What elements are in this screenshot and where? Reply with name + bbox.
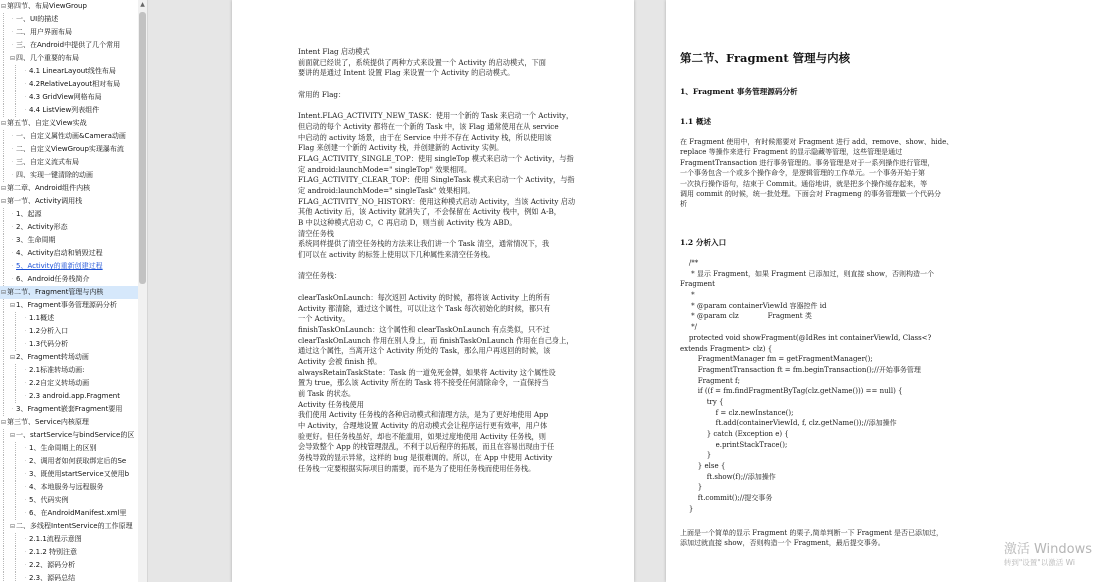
tree-guide-line xyxy=(3,143,4,156)
code-line: * @param clz Fragment 类 xyxy=(680,312,812,321)
tree-guide-line xyxy=(3,468,4,481)
tree-leaf-dot-icon: · xyxy=(24,458,27,465)
text-line: 调用 commit 的时候，统一批处理。下面会对 Fragmeng 的事务管理做一个代码分 xyxy=(680,189,941,198)
text-line: 常用的 Flag： xyxy=(298,89,346,99)
outline-item-label: 第一节、Activity调用栈 xyxy=(7,197,83,205)
text-line: 通过这个属性，当离开这个 Activity 所处的 Task，那么用户再返回的时候，该 xyxy=(298,346,551,356)
outline-item-label: 第二节、Fragment管理与内核 xyxy=(7,288,104,296)
heading-1: 1、Fragment 事务管理源码分析 xyxy=(680,87,798,96)
tree-guide-line xyxy=(15,494,16,507)
text-line: 定 android:launchMode=" singleTop" 效果相同。 xyxy=(298,164,472,174)
document-viewer xyxy=(148,0,1098,582)
outline-item[interactable] xyxy=(0,533,138,546)
outline-item-label: 2.3 android.app.Fragment xyxy=(29,392,120,400)
tree-guide-line xyxy=(3,546,4,559)
text-line: 中 Activity，合理地设置 Activity 的启动模式会让程序运行更有效率，用户体 xyxy=(298,421,548,431)
outline-item-label: 4.1 LinearLayout线性布局 xyxy=(29,67,116,75)
heading-1-2: 1.2 分析入口 xyxy=(680,238,727,247)
tree-leaf-dot-icon: · xyxy=(24,510,27,517)
outline-item[interactable] xyxy=(0,520,138,533)
text-line: 但启动的每个 Activity 都将在一个新的 Task 中，该 Flag 通常使用在从 service xyxy=(298,121,559,131)
text-line: 前面就已经说了，系统提供了两种方式来设置一个 Activity 的启动模式，下面 xyxy=(298,57,546,67)
tree-guide-line xyxy=(3,338,4,351)
text-line: Activity 任务栈使用 xyxy=(298,399,364,409)
outline-item-label: 一、startService与bindService的区 xyxy=(16,431,135,439)
tree-leaf-dot-icon: · xyxy=(24,328,27,335)
text-line: 清空任务栈 xyxy=(298,228,334,238)
outline-item[interactable] xyxy=(0,182,138,195)
collapse-toggle-icon[interactable]: ⊟ xyxy=(9,55,16,62)
tree-leaf-dot-icon: · xyxy=(24,562,27,569)
outline-item-label: 6、Android任务栈简介 xyxy=(16,275,90,283)
tree-leaf-dot-icon: · xyxy=(24,315,27,322)
code-line: /** xyxy=(680,259,699,267)
tree-guide-line xyxy=(3,364,4,377)
outline-item[interactable] xyxy=(0,403,138,416)
tree-leaf-dot-icon: · xyxy=(24,497,27,504)
text-line xyxy=(298,100,608,111)
outline-item-label: 第四节、布局ViewGroup xyxy=(7,2,87,10)
outline-item[interactable] xyxy=(0,494,138,507)
tree-leaf-dot-icon: · xyxy=(24,484,27,491)
text-line: 添加过就直接 show，否则构造一个 Fragment，最后提交事务。 xyxy=(680,539,885,548)
heading-1-1: 1.1 概述 xyxy=(680,117,712,126)
outline-item-label: 1、生命周期上的区别 xyxy=(29,444,97,452)
text-line: 任务栈一定要根据实际项目的需要，而不是为了使用任务栈而使用任务栈。 xyxy=(298,463,536,473)
tree-guide-line xyxy=(3,312,4,325)
tree-leaf-dot-icon: · xyxy=(11,16,14,23)
outline-item[interactable] xyxy=(0,208,138,221)
text-line: Intent Flag 启动模式 xyxy=(298,47,370,56)
tree-leaf-dot-icon: · xyxy=(24,393,27,400)
outline-item[interactable] xyxy=(0,429,138,442)
text-line: 定 android:launchMode=" singleTask" 效果相同。 xyxy=(298,185,475,195)
outline-item[interactable] xyxy=(0,442,138,455)
tree-guide-line xyxy=(3,429,4,442)
watermark-title: 激活 Windows xyxy=(1003,542,1092,557)
text-line: 前 Task 的状态。 xyxy=(298,389,356,398)
tree-guide-line xyxy=(3,169,4,182)
tree-guide-line xyxy=(3,403,4,416)
code-block xyxy=(680,258,934,515)
code-line: Fragment f; xyxy=(680,376,740,385)
code-line: FragmentTransaction ft = fm.beginTransaction();//开始事务管理 xyxy=(680,365,921,374)
text-line: alwaysRetainTaskState：Task 的一道免死金牌，如果将 Activity 这个属性设 xyxy=(298,367,556,377)
tree-leaf-dot-icon: · xyxy=(11,133,14,140)
text-line: 一次执行操作语句，结束于 Commit。通俗地讲，就是把多个操作缓存起来，等 xyxy=(680,179,928,188)
tree-guide-line xyxy=(3,26,4,39)
text-line: 们可以在 activity 的标签上使用以下几种属性来清空任务栈。 xyxy=(298,250,495,260)
text-line: Intent.FLAG_ACTIVITY_NEW_TASK：使用一个新的 Task 来启动一个 Activity， xyxy=(298,111,574,121)
outline-item-label: 第三节、Service内核原理 xyxy=(7,418,89,426)
tree-leaf-dot-icon: · xyxy=(11,211,14,218)
outline-item[interactable] xyxy=(0,351,138,364)
collapse-toggle-icon[interactable]: ⊟ xyxy=(0,198,7,205)
outline-item-label: 二、用户界面布局 xyxy=(16,28,72,36)
tree-guide-line xyxy=(3,260,4,273)
tree-guide-line xyxy=(3,13,4,26)
tree-leaf-dot-icon: · xyxy=(24,107,27,114)
outline-item[interactable] xyxy=(0,104,138,117)
tree-leaf-dot-icon: · xyxy=(24,68,27,75)
tree-leaf-dot-icon: · xyxy=(24,536,27,543)
tree-leaf-dot-icon: · xyxy=(11,276,14,283)
outline-item-label: 一、自定义属性动画&Camera动画 xyxy=(16,132,126,140)
tree-leaf-dot-icon: · xyxy=(24,81,27,88)
text-line: 一个事务包含一个或多个操作命令，是逻辑管理的工作单元。一个事务开始于第 xyxy=(680,169,925,178)
outline-item[interactable] xyxy=(0,52,138,65)
tree-guide-line xyxy=(3,351,4,364)
tree-guide-line xyxy=(15,104,16,117)
code-line: extends Fragment> clz) { xyxy=(680,344,773,353)
tree-guide-line xyxy=(3,156,4,169)
text-line: replace 等操作来进行 Fragment 的显示隐藏等管理，这些管理是通过 xyxy=(680,148,903,157)
text-line xyxy=(298,282,608,293)
tree-guide-line xyxy=(15,507,16,520)
tree-guide-line xyxy=(3,377,4,390)
tree-guide-line xyxy=(3,52,4,65)
outline-item-label: 2.3、源码总结 xyxy=(29,574,76,582)
outline-item[interactable] xyxy=(0,481,138,494)
outline-item[interactable] xyxy=(0,221,138,234)
tree-leaf-dot-icon: · xyxy=(11,146,14,153)
code-line: * xyxy=(680,291,695,300)
outline-item[interactable] xyxy=(0,156,138,169)
outline-item-label: 5、代码实例 xyxy=(29,496,69,504)
outline-item-label: 一、UI的描述 xyxy=(16,15,59,23)
tree-guide-line xyxy=(3,221,4,234)
text-line: B 中以这种模式启动 C，C 再启动 D，则当前 Activity 栈为 ABD。 xyxy=(298,218,517,227)
collapse-toggle-icon[interactable]: ⊟ xyxy=(9,432,16,439)
outline-item-label: 4.3 GridView网格布局 xyxy=(29,93,102,101)
text-line: 会导致整个 App 的栈管理混乱，不利于以后程序的拓展，而且在容易出现由于任 xyxy=(298,442,555,452)
outline-item[interactable] xyxy=(0,572,138,582)
outline-item-label: 2、调用者如何获取绑定后的Se xyxy=(29,457,127,465)
outline-item-label: 3、生命周期 xyxy=(16,236,56,244)
outline-item[interactable] xyxy=(0,65,138,78)
tree-leaf-dot-icon: · xyxy=(11,29,14,36)
code-line: * @param containerViewId 容器控件 id xyxy=(680,301,827,310)
tree-guide-line xyxy=(3,247,4,260)
tree-guide-line xyxy=(3,104,4,117)
tree-guide-line xyxy=(15,468,16,481)
outline-item[interactable] xyxy=(0,143,138,156)
text-line: 上面是一个简单的显示 Fragment 的栗子,简单判断一下 Fragment 是否已添加过， xyxy=(680,529,944,537)
sidebar-scrollbar[interactable] xyxy=(138,0,147,582)
tree-guide-line xyxy=(3,494,4,507)
collapse-toggle-icon[interactable]: ⊟ xyxy=(0,3,7,10)
code-line: e.printStackTrace(); xyxy=(680,440,788,449)
outline-item-label: 2、Activity形态 xyxy=(16,223,68,231)
outline-item-label: 四、实现一键清除的动画 xyxy=(16,171,93,179)
tree-guide-line xyxy=(3,533,4,546)
text-line: 务栈导致的显示异常，这样的 bug 是很难调的。所以，在 App 中使用 Activity xyxy=(298,453,553,463)
tree-leaf-dot-icon: · xyxy=(11,172,14,179)
outline-item[interactable] xyxy=(0,338,138,351)
text-line: 在 Fragment 使用中，有时候需要对 Fragment 进行 add、remove、show、hide、 xyxy=(680,138,954,146)
tree-guide-line xyxy=(3,520,4,533)
outline-item[interactable] xyxy=(0,234,138,247)
outline-item[interactable] xyxy=(0,364,138,377)
tree-guide-line xyxy=(15,572,16,582)
outline-item[interactable] xyxy=(0,78,138,91)
text-line: FLAG_ACTIVITY_NO_HISTORY：使用这种模式启动 Activity，当该 Activity 启动 xyxy=(298,196,576,206)
collapse-toggle-icon[interactable]: ⊟ xyxy=(9,523,16,530)
code-line: } xyxy=(680,451,712,460)
tree-leaf-dot-icon: · xyxy=(11,224,14,231)
text-line: Flag 来创建一个新的 Activity 栈，并创建新的 Activity 实例。 xyxy=(298,143,504,153)
outline-item[interactable] xyxy=(0,455,138,468)
tree-guide-line xyxy=(15,325,16,338)
watermark-subtitle: 转到"设置"以激活 Wi xyxy=(1003,558,1075,567)
overview-paragraph xyxy=(680,137,953,210)
code-line: f = clz.newInstance(); xyxy=(680,408,794,417)
tree-guide-line xyxy=(3,455,4,468)
tree-guide-line xyxy=(15,364,16,377)
tree-leaf-dot-icon: · xyxy=(24,471,27,478)
outline-item[interactable] xyxy=(0,390,138,403)
outline-item-label: 3、Fragment嵌套Fragment要用 xyxy=(16,405,123,413)
outline-item-label: 4.4 ListView列表组件 xyxy=(29,106,100,114)
outline-item[interactable] xyxy=(0,169,138,182)
collapse-toggle-icon[interactable]: ⊟ xyxy=(0,419,7,426)
outline-item[interactable] xyxy=(0,91,138,104)
tree-guide-line xyxy=(3,208,4,221)
tree-leaf-dot-icon: · xyxy=(11,159,14,166)
outline-item[interactable] xyxy=(0,247,138,260)
tree-guide-line xyxy=(15,442,16,455)
outline-item[interactable] xyxy=(0,117,138,130)
outline-item-label: 三、自定义流式布局 xyxy=(16,158,79,166)
tree-guide-line xyxy=(3,91,4,104)
outline-item-label: 4、Activity启动和销毁过程 xyxy=(16,249,103,257)
outline-item-label: 2.1.1流程示意图 xyxy=(29,535,82,543)
after-code-paragraph xyxy=(680,528,943,549)
tree-guide-line xyxy=(15,546,16,559)
code-line: } else { xyxy=(680,462,726,471)
code-line: ft.commit();//提交事务 xyxy=(680,494,773,503)
section-title: 第二节、Fragment 管理与内核 xyxy=(680,51,851,65)
tree-guide-line xyxy=(3,325,4,338)
code-line: if ((f = fm.findFragmentByTag(clz.getName())) == null) { xyxy=(680,387,903,396)
tree-guide-line xyxy=(15,78,16,91)
outline-item[interactable] xyxy=(0,312,138,325)
code-line: } xyxy=(680,483,703,492)
tree-guide-line xyxy=(15,533,16,546)
collapse-toggle-icon[interactable]: ⊟ xyxy=(0,289,7,296)
text-line: 中启动的 activity 场景，由于在 Service 中并不存在 Activity 栈，所以使用该 xyxy=(298,132,552,142)
tree-guide-line xyxy=(3,234,4,247)
tree-leaf-dot-icon: · xyxy=(11,406,14,413)
text-line: 我们使用 Activity 任务栈的各种启动模式和清理方法，是为了更好地使用 App xyxy=(298,410,549,420)
tree-guide-line xyxy=(15,377,16,390)
outline-item-label: 三、在Android中提供了几个常用 xyxy=(16,41,121,49)
collapse-toggle-icon[interactable]: ⊟ xyxy=(9,302,16,309)
left-page-body xyxy=(298,47,608,475)
outline-item[interactable] xyxy=(0,377,138,390)
text-line: 要讲的是通过 Intent 设置 Flag 来设置一个 Activity 的启动模式。 xyxy=(298,68,515,78)
code-line: ft.show(f);//添加操作 xyxy=(680,472,776,481)
text-line: FragmentTransaction 进行事务管理的。事务管理是对于一系列操作进行管理， xyxy=(680,158,935,167)
text-line: 其他 Activity 后，该 Activity 就消失了，不会保留在 Activity 栈中，例如 A-B， xyxy=(298,207,561,217)
code-line: protected void showFragment(@IdRes int containerViewId, Class<? xyxy=(680,333,932,342)
outline-item-label: 四、几个重要的布局 xyxy=(16,54,79,62)
text-line: 清空任务栈： xyxy=(298,271,342,281)
text-line: Activity 会被 finish 掉。 xyxy=(298,356,382,366)
tree-leaf-dot-icon: · xyxy=(24,367,27,374)
tree-guide-line xyxy=(3,442,4,455)
text-line xyxy=(298,79,608,90)
outline-item-label: 二、自定义ViewGroup实现瀑布流 xyxy=(16,145,124,153)
collapse-toggle-icon[interactable]: ⊟ xyxy=(0,120,7,127)
text-line xyxy=(298,261,608,272)
outline-item[interactable] xyxy=(0,273,138,286)
outline-item-label: 二、多线程IntentService的工作原理 xyxy=(16,522,133,530)
outline-item-label: 2.2、源码分析 xyxy=(29,561,76,569)
code-line: try { xyxy=(680,397,724,406)
page-left xyxy=(232,0,634,582)
tree-guide-line xyxy=(3,572,4,582)
tree-guide-line xyxy=(15,455,16,468)
text-line: 验更好。但任务栈虽好，却也不能滥用，如果过度地使用 Activity 任务栈，则 xyxy=(298,431,546,441)
outline-item[interactable] xyxy=(0,39,138,52)
outline-item-label: 2、Fragment转场动画 xyxy=(16,353,89,361)
outline-item-label: 4.2RelativeLayout相对布局 xyxy=(29,80,121,88)
outline-item[interactable] xyxy=(0,546,138,559)
tree-leaf-dot-icon: · xyxy=(24,380,27,387)
collapse-toggle-icon[interactable]: ⊟ xyxy=(9,354,16,361)
text-line: FLAG_ACTIVITY_CLEAR_TOP：使用 SingleTask 模式来启动一个 Activity，与指 xyxy=(298,175,575,185)
outline-item-label: 1、Fragment事务管理源码分析 xyxy=(16,301,117,309)
collapse-toggle-icon[interactable]: ⊟ xyxy=(0,185,7,192)
outline-item[interactable] xyxy=(0,26,138,39)
outline-item-label: 1.1概述 xyxy=(29,314,55,322)
tree-leaf-dot-icon: · xyxy=(11,250,14,257)
tree-guide-line xyxy=(15,559,16,572)
tree-guide-line xyxy=(15,312,16,325)
outline-item-label: 2.1标准转场动画: xyxy=(29,366,85,374)
text-line: Activity 都清除，通过这个属性，可以让这个 Task 每次初始化的时候，都只有 xyxy=(298,303,551,313)
tree-leaf-dot-icon: · xyxy=(11,237,14,244)
outline-item[interactable] xyxy=(0,299,138,312)
outline-item-label: 1.2分析入口 xyxy=(29,327,69,335)
text-line: 置为 true，那么该 Activity 所在的 Task 将不接受任何清除命令，一直保持当 xyxy=(298,378,549,388)
tree-guide-line xyxy=(3,299,4,312)
outline-item-label: 3、既使用startService又使用b xyxy=(29,470,130,478)
outline-item[interactable] xyxy=(0,286,138,299)
tree-leaf-dot-icon: · xyxy=(24,94,27,101)
outline-item-label: 1.3代码分析 xyxy=(29,340,69,348)
tree-guide-line xyxy=(3,78,4,91)
text-line: clearTaskOnLaunch 作用在别人身上，而 finishTaskOnLaunch 作用在自己身上， xyxy=(298,335,574,345)
code-line: ft.add(containerViewId, f, clz.getName());//添加操作 xyxy=(680,419,897,428)
scroll-up-arrow-icon[interactable]: ▲ xyxy=(140,1,145,8)
text-line: 一个 Activity。 xyxy=(298,314,350,324)
tree-guide-line xyxy=(15,65,16,78)
tree-guide-line xyxy=(3,130,4,143)
outline-item-label: 第二章、Android组件内核 xyxy=(7,184,91,192)
text-line: 系统同样提供了清空任务栈的方法来让我们讲一个 Task 清空，通常情况下，我 xyxy=(298,239,550,249)
tree-guide-line xyxy=(3,507,4,520)
page-right xyxy=(666,0,1098,582)
tree-leaf-dot-icon: · xyxy=(11,42,14,49)
outline-item[interactable] xyxy=(0,325,138,338)
outline-item[interactable] xyxy=(0,13,138,26)
outline-item-label: 2.2自定义转场动画 xyxy=(29,379,90,387)
outline-item[interactable] xyxy=(0,559,138,572)
outline-item-label: 6、在AndroidManifest.xml里 xyxy=(29,509,127,517)
tree-guide-line xyxy=(3,39,4,52)
outline-sidebar xyxy=(0,0,148,582)
outline-item[interactable] xyxy=(0,468,138,481)
outline-item[interactable] xyxy=(0,195,138,208)
outline-item-label: 2.1.2 特别注意 xyxy=(29,548,78,556)
tree-guide-line xyxy=(3,273,4,286)
outline-item-label: 1、起源 xyxy=(16,210,42,218)
tree-guide-line xyxy=(15,91,16,104)
tree-guide-line xyxy=(3,481,4,494)
outline-item[interactable] xyxy=(0,416,138,429)
tree-leaf-dot-icon: · xyxy=(24,341,27,348)
sidebar-scroll-thumb[interactable] xyxy=(139,12,146,284)
outline-item-label: 第五节、自定义View实战 xyxy=(7,119,87,127)
tree-guide-line xyxy=(15,481,16,494)
outline-item-label: 5、Activity的重新创建过程 xyxy=(16,262,103,270)
code-line: } catch (Exception e) { xyxy=(680,430,789,438)
text-line: clearTaskOnLaunch：每次返回 Activity 的时候，都将该 Activity 上的所有 xyxy=(298,292,550,302)
text-line: 析 xyxy=(680,200,687,209)
tree-guide-line xyxy=(3,65,4,78)
tree-guide-line xyxy=(3,390,4,403)
outline-item[interactable] xyxy=(0,130,138,143)
code-line: Fragment xyxy=(680,280,715,289)
outline-item[interactable] xyxy=(0,260,138,273)
tree-leaf-dot-icon: · xyxy=(24,445,27,452)
tree-guide-line xyxy=(15,338,16,351)
tree-guide-line xyxy=(15,390,16,403)
windows-activation-watermark xyxy=(1004,538,1092,568)
tree-leaf-dot-icon: · xyxy=(11,263,14,270)
text-line: finishTaskOnLaunch：这个属性和 clearTaskOnLaunch 有点类似，只不过 xyxy=(298,324,550,334)
code-line: * 显示 Fragment，如果 Fragment 已添加过，则直接 show，否则构造一个 xyxy=(680,269,934,278)
code-line: } xyxy=(680,504,694,513)
outline-item[interactable] xyxy=(0,507,138,520)
tree-leaf-dot-icon: · xyxy=(24,575,27,582)
code-line: FragmentManager fm = getFragmentManager(); xyxy=(680,355,873,364)
outline-tree xyxy=(0,0,138,582)
tree-leaf-dot-icon: · xyxy=(24,549,27,556)
text-line: FLAG_ACTIVITY_SINGLE_TOP：使用 singleTop 模式来启动一个 Activity，与指 xyxy=(298,153,574,163)
outline-item[interactable] xyxy=(0,0,138,13)
outline-item-label: 4、本地服务与远程服务 xyxy=(29,483,104,491)
code-line: */ xyxy=(680,323,697,332)
tree-guide-line xyxy=(3,559,4,572)
